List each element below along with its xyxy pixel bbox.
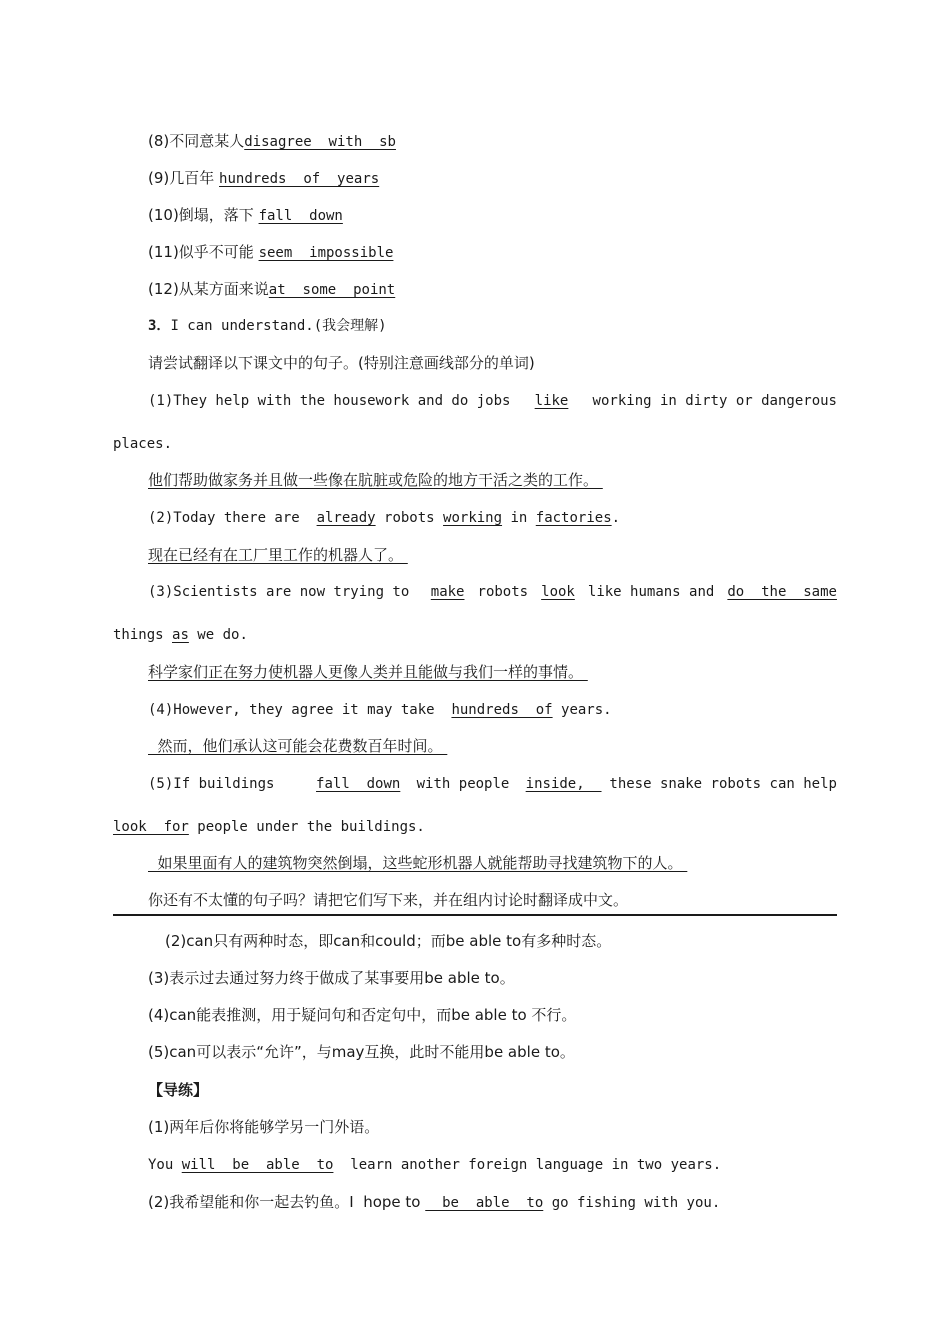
sentence-text: years. <box>552 702 612 718</box>
sentence-text: with people <box>408 776 518 792</box>
vocab-item-9 <box>148 168 379 189</box>
translation-2: 现在已经有在工厂里工作的机器人了。 <box>148 546 408 564</box>
translation-1: 他们帮助做家务并且做一些像在肮脏或危险的地方干活之类的工作。 <box>148 471 603 489</box>
vocab-answer: disagree with sb <box>244 134 396 150</box>
translation-5: 如果里面有人的建筑物突然倒塌，这些蛇形机器人就能帮助寻找建筑物下的人。 <box>148 854 688 872</box>
vocab-answer: seem impossible <box>258 245 394 261</box>
sentence-2 <box>148 508 620 528</box>
underlined-answer: will be able to <box>181 1157 334 1173</box>
sentence-5 <box>148 774 837 794</box>
sentence-text: in <box>502 510 536 526</box>
vocab-prompt: (8)不同意某人 <box>148 132 245 150</box>
sentence-text: (4)However, they agree it may take <box>148 702 452 718</box>
practice-answer-1 <box>148 1155 721 1175</box>
underlined-word: do the same <box>727 584 837 600</box>
practice-question-1: (1)两年后你将能够学另一门外语。 <box>148 1118 380 1136</box>
vocab-prompt: (12)从某方面来说 <box>148 280 269 298</box>
sentence-4 <box>148 700 612 720</box>
section-title: I can understand.(我会理解) <box>170 318 387 334</box>
sentence-text: (2)Today there are <box>148 510 317 526</box>
sentence-text: we do. <box>188 627 248 643</box>
underlined-word: inside, <box>525 776 602 792</box>
sentence-text: people under the buildings. <box>188 819 425 835</box>
sentence-text: these snake robots can help <box>609 776 837 792</box>
underlined-word: already <box>316 510 376 526</box>
sentence-text: working in dirty or dangerous <box>584 393 837 409</box>
vocab-prompt: (11)似乎不可能 <box>148 243 259 261</box>
vocab-answer: at some point <box>268 282 396 298</box>
sentence-text: . <box>611 510 621 526</box>
sentence-text: like humans and <box>579 584 723 600</box>
underlined-word: factories <box>535 510 612 526</box>
vocab-item-10 <box>148 205 343 226</box>
sentence-text: (1)They help with the housework and do jobs <box>148 393 519 409</box>
underlined-word: working <box>443 510 503 526</box>
sentence-text: things <box>113 627 173 643</box>
practice-question-2 <box>148 1192 720 1213</box>
underlined-word: fall down <box>316 776 401 792</box>
note-4: (4)can能表推测，用于疑问句和否定句中，而be able to 不行。 <box>148 1006 577 1024</box>
sentence-text: robots <box>375 510 444 526</box>
sentence-1 <box>148 391 837 411</box>
sentence-text: (2)我希望能和你一起去钓鱼。I hope to <box>148 1193 426 1211</box>
sentence-text: robots <box>469 584 537 600</box>
underlined-word: hundreds of <box>451 702 553 718</box>
vocab-prompt: (10)倒塌，落下 <box>148 206 259 224</box>
sentence-text: (5)If buildings <box>148 776 309 792</box>
sentence-text: learn another foreign language in two years. <box>333 1157 722 1173</box>
sentence-3-cont <box>113 625 248 645</box>
vocab-prompt: (9)几百年 <box>148 169 220 187</box>
practice-heading: 【导练】 <box>148 1081 209 1099</box>
note-5: (5)can可以表示“允许”，与may互换，此时不能用be able to。 <box>148 1043 575 1061</box>
vocab-answer: fall down <box>258 208 343 224</box>
sentence-text: go fishing with you. <box>543 1195 721 1211</box>
sentence-3 <box>148 582 837 602</box>
underlined-word: as <box>172 627 189 643</box>
sentence-1-cont: places. <box>113 436 173 452</box>
underlined-answer: be able to <box>425 1195 544 1211</box>
translation-4: 然而，他们承认这可能会花费数百年时间。 <box>148 737 448 755</box>
section-number: 3． <box>148 318 171 334</box>
underlined-word: make <box>430 584 465 600</box>
question-prompt: 你还有不太懂的句子吗？请把它们写下来，并在组内讨论时翻译成中文。 <box>148 891 629 909</box>
vocab-answer: hundreds of years <box>219 171 380 187</box>
vocab-item-11 <box>148 242 393 263</box>
sentence-5-cont <box>113 817 425 837</box>
translation-3: 科学家们正在努力使机器人更像人类并且能做与我们一样的事情。 <box>148 663 588 681</box>
sentence-text: You <box>148 1157 182 1173</box>
note-2: (2)can只有两种时态，即can和could；而be able to有多种时态。 <box>165 932 612 950</box>
underlined-word: like <box>534 393 569 409</box>
underlined-word: look <box>541 584 575 600</box>
underlined-word: look for <box>113 819 189 835</box>
note-3: (3)表示过去通过努力终于做成了某事要用be able to。 <box>148 969 515 987</box>
section-heading <box>148 316 387 336</box>
section-instruction: 请尝试翻译以下课文中的句子。(特别注意画线部分的单词) <box>148 354 535 372</box>
vocab-item-12 <box>148 279 395 300</box>
vocab-item-8 <box>148 131 396 152</box>
sentence-text: (3)Scientists are now trying to <box>148 584 427 600</box>
divider <box>113 914 837 916</box>
